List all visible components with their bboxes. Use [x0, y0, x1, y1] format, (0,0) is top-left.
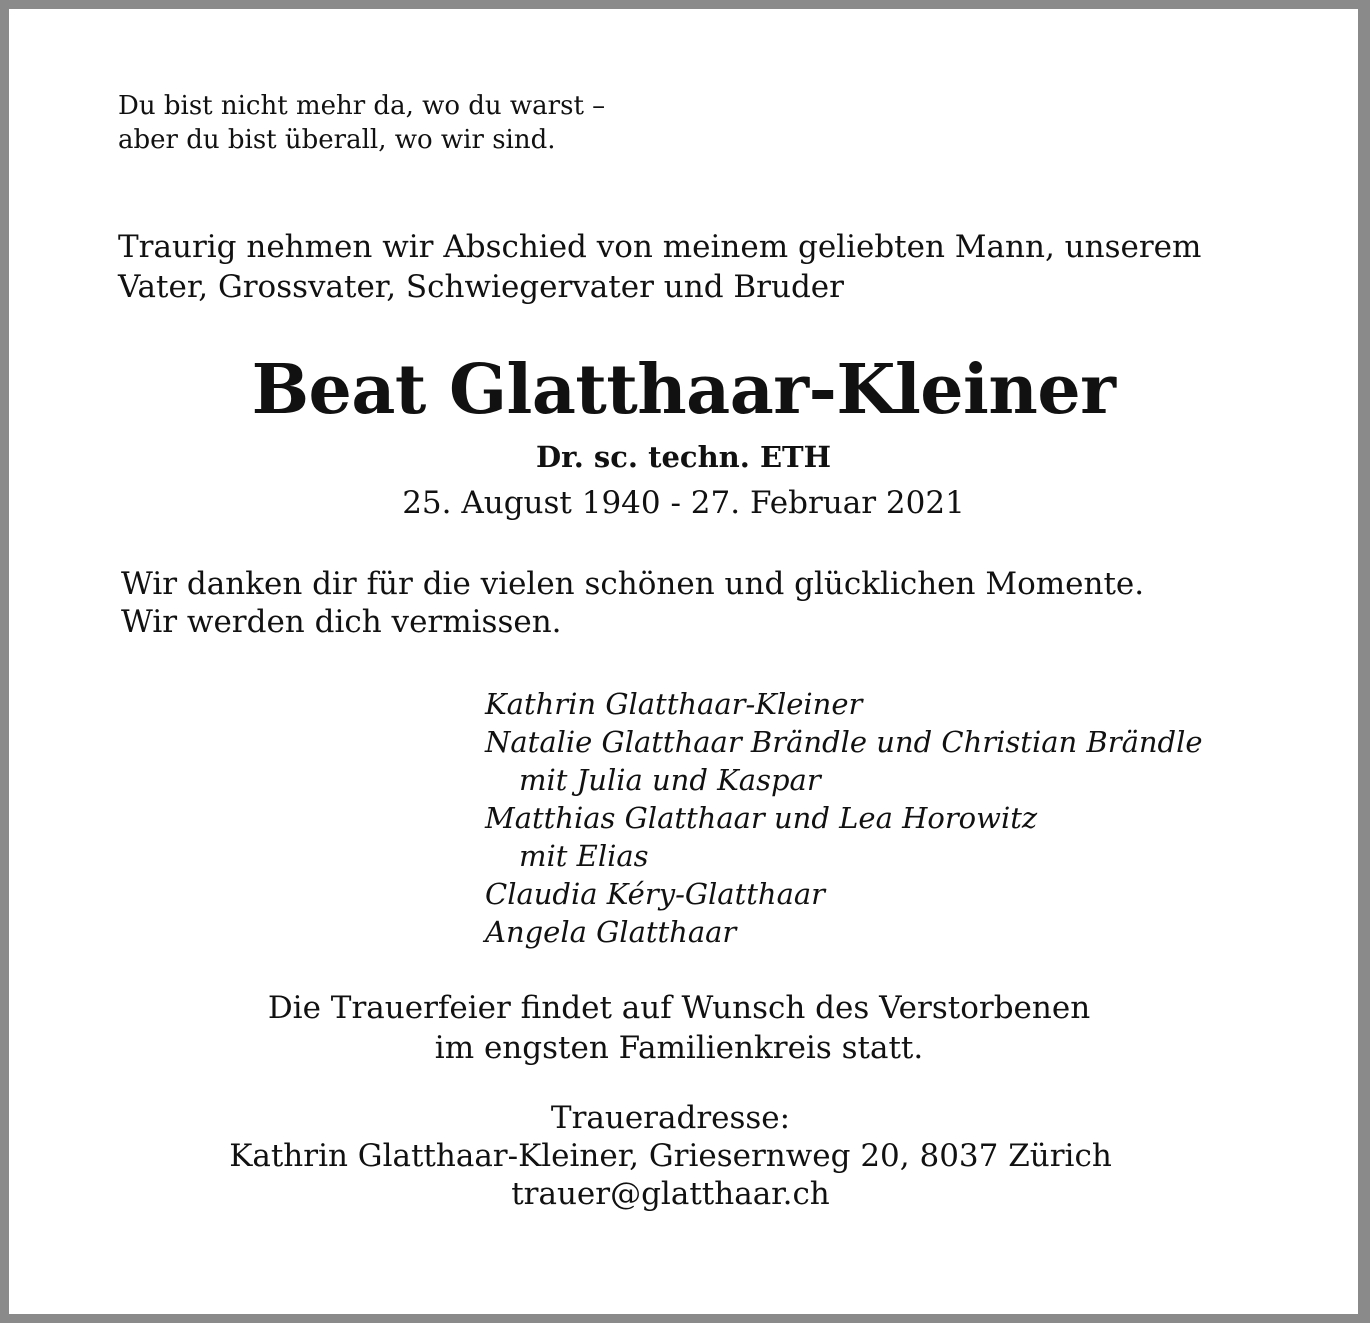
- obituary-notice: [9, 9, 1358, 1314]
- mourner-name: Natalie Glatthaar Brändle und Christian Brändle: [485, 725, 1203, 759]
- motto-line: aber du bist überall, wo wir sind.: [118, 125, 556, 155]
- mourner-name: Claudia Kéry-Glatthaar: [485, 877, 826, 911]
- motto-quote: [118, 89, 605, 157]
- motto-line: Du bist nicht mehr da, wo du warst –: [118, 91, 606, 121]
- mourner-name: Kathrin Glatthaar-Kleiner: [485, 687, 863, 721]
- mourner-children: mit Julia und Kaspar: [519, 763, 821, 797]
- deceased-name: Beat Glatthaar-Kleiner: [251, 350, 1116, 430]
- intro-line: Vater, Grossvater, Schwiegervater und Bruder: [118, 269, 844, 305]
- ceremony-line: Die Trauerfeier findet auf Wunsch des Verstorbenen: [267, 990, 1091, 1026]
- intro-text: [118, 227, 1201, 307]
- thanks-text: [121, 565, 1144, 641]
- intro-line: Traurig nehmen wir Abschied von meinem geliebten Mann, unserem: [118, 229, 1202, 265]
- mourning-address: [9, 1099, 1332, 1213]
- life-dates: 25. August 1940 - 27. Februar 2021: [402, 485, 965, 521]
- mourner-name: Angela Glatthaar: [485, 915, 737, 949]
- address-street: Kathrin Glatthaar-Kleiner, Griesernweg 20, 8037 Zürich: [229, 1138, 1112, 1174]
- ceremony-line: im engsten Familienkreis statt.: [434, 1030, 924, 1066]
- academic-title: Dr. sc. techn. ETH: [535, 440, 832, 474]
- mourner-children: mit Elias: [519, 839, 649, 873]
- mourner-name: Matthias Glatthaar und Lea Horowitz: [485, 801, 1038, 835]
- thanks-line: Wir danken dir für die vielen schönen und glücklichen Momente.: [121, 566, 1145, 602]
- thanks-line: Wir werden dich vermissen.: [121, 604, 562, 640]
- ceremony-note: [9, 988, 1349, 1068]
- address-label: Traueradresse:: [550, 1100, 791, 1136]
- mourners-list: [485, 685, 1203, 951]
- address-email[interactable]: trauer@glatthaar.ch: [511, 1176, 830, 1212]
